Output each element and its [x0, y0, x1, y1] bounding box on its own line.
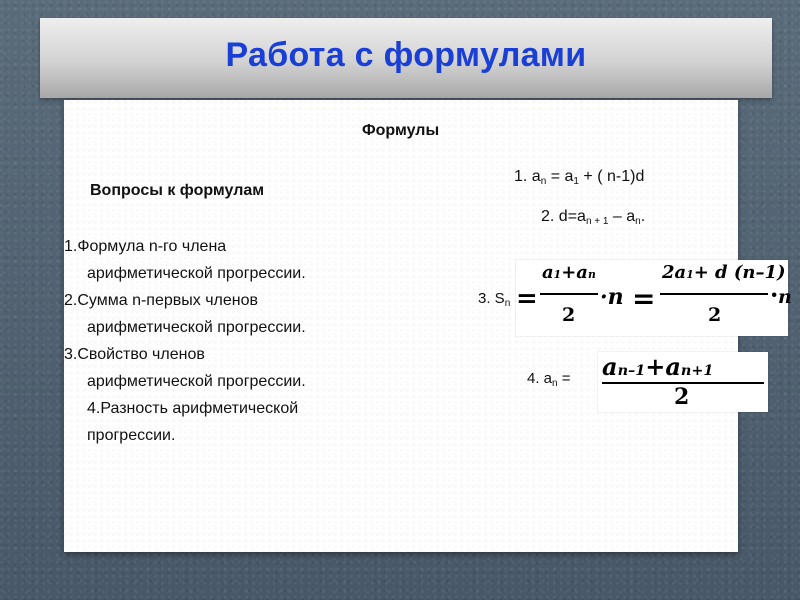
question-3-line-2: арифметической прогрессии. [87, 373, 306, 390]
question-item-4 [64, 395, 424, 449]
question-2-line-2: арифметической прогрессии. [87, 319, 306, 336]
slide-title: Работа с формулами [225, 35, 587, 74]
question-4-line-2: прогрессии. [87, 427, 176, 444]
question-1-line-1: Формула n-го члена [77, 238, 227, 255]
question-2-line-1: Сумма n-первых членов [77, 292, 258, 309]
content-panel [64, 100, 792, 552]
question-1-line-2: арифметической прогрессии. [87, 265, 306, 282]
sum-formula-image: = a1+an 2 ·n = 2a1+ d (n–1) 2 · n [516, 260, 788, 336]
mean-formula-image: an–1+an+1 2 [598, 352, 768, 412]
questions-heading: Вопросы к формулам [90, 182, 265, 199]
questions-list [64, 233, 424, 449]
question-item-2: 2.Сумма n-первых членов арифметической прогрессии. [64, 287, 424, 341]
formulas-heading: Формулы [362, 122, 440, 139]
formula-3-label: 3. $S_n$ [478, 290, 511, 309]
question-3-line-1: Свойство членов [77, 346, 205, 363]
formula-1: 1. $a_n = a_1$ + ( n-1)d [514, 168, 645, 187]
formula-4-label: 4. $a_n$ = [527, 370, 571, 389]
question-item-1: 1.Формула n-го члена арифметической прогрессии. [64, 233, 424, 287]
fraction-bar [660, 293, 768, 295]
formula-2: 2. $d=a_{n + 1} - a_n$. [541, 208, 646, 227]
question-4-line-1: 4.Разность арифметической [87, 400, 299, 417]
question-item-3: 3.Свойство членов арифметической прогрессии. [64, 341, 424, 395]
fraction-bar [540, 293, 598, 295]
title-bar [40, 18, 772, 98]
